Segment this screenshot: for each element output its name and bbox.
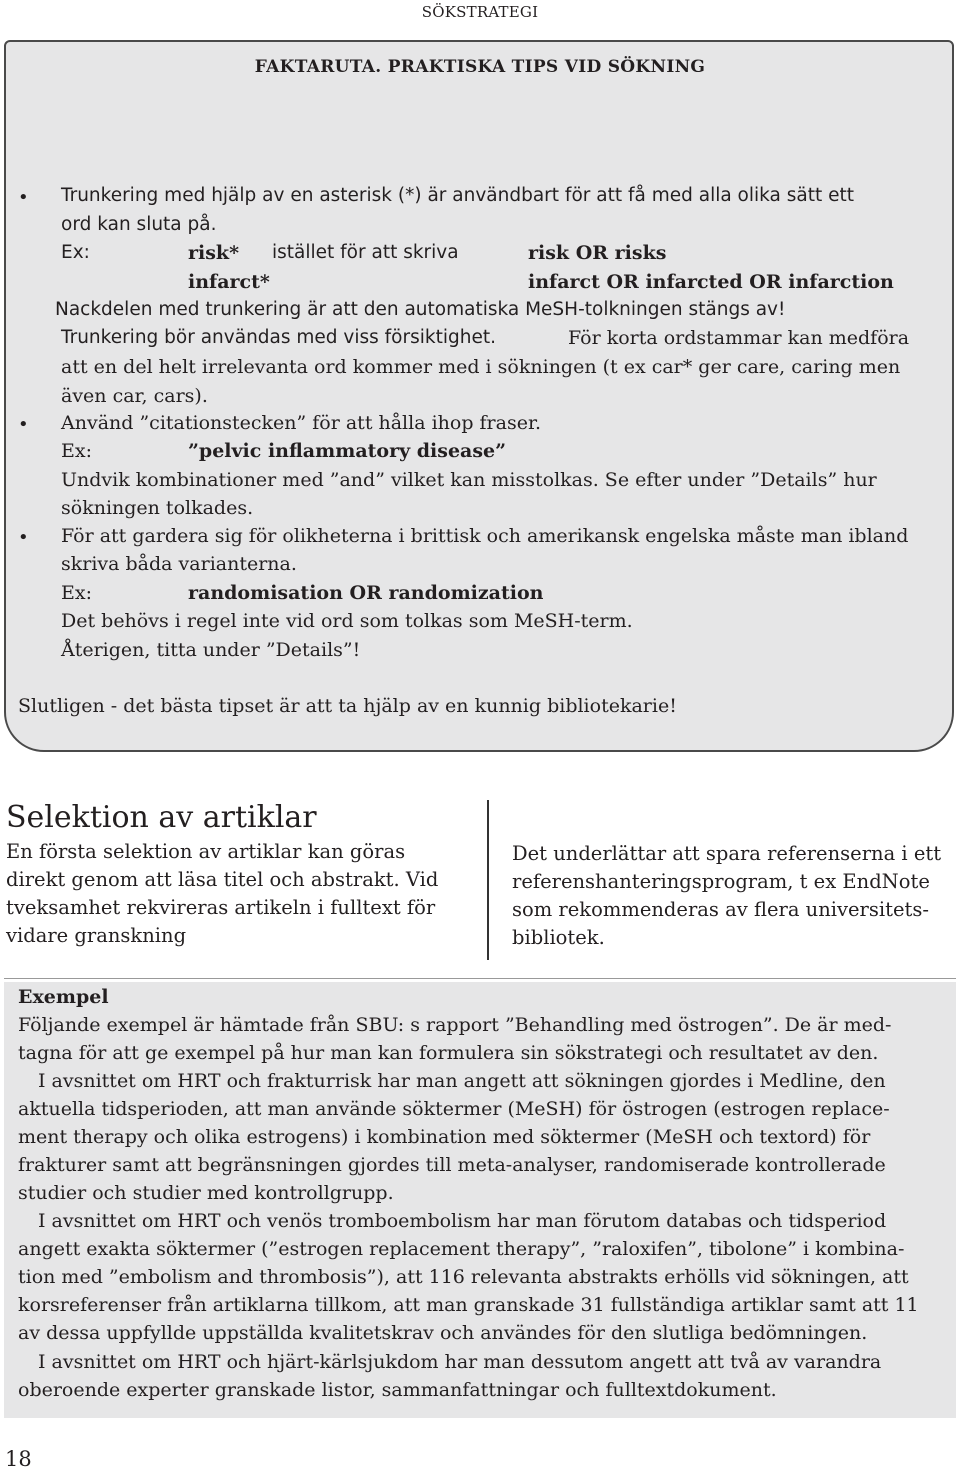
- quotes-line: Använd ”citationstecken” för att hålla ihop fraser.: [61, 412, 542, 434]
- mesh-not-needed: Det behövs i regel inte vid ord som tolkas som MeSH-term.: [61, 610, 633, 632]
- example-line: aktuella tidsperioden, att man använde söktermer (MeSH) för östrogen (estrogen replace-: [18, 1098, 890, 1120]
- short-stems-a: För korta ordstammar kan medföra: [568, 327, 910, 349]
- example-line: I avsnittet om HRT och hjärt-kärlsjukdom har man dessutom angett att två av varandra: [38, 1351, 882, 1373]
- selection-right-line: Det underlättar att spara referenserna i ett: [512, 842, 942, 865]
- ex1-term: risk*: [188, 242, 240, 264]
- ex-label: Ex:: [61, 582, 92, 604]
- spelling-line2: skriva båda varianterna.: [61, 553, 297, 575]
- caution-line: Trunkering bör användas med viss försiktighet.: [61, 327, 496, 348]
- selection-left-line: En första selektion av artiklar kan göras: [6, 840, 406, 863]
- selection-left-line: vidare granskning: [6, 924, 187, 947]
- bullet-icon: •: [18, 527, 29, 548]
- ex-spelling: randomisation OR randomization: [188, 582, 544, 604]
- example-line: I avsnittet om HRT och frakturrisk har man angett att sökningen gjordes i Medline, den: [38, 1070, 886, 1092]
- avoid-line: Undvik kombinationer med ”and” vilket kan misstolkas. Se efter under ”Details” hur: [61, 469, 877, 491]
- example-line: frakturer samt att begränsningen gjordes till meta-analyser, randomiserade kontrollerade: [18, 1154, 886, 1176]
- example-line: av dessa uppfyllde uppställda kvalitetskrav och användes för den slutliga bedömningen.: [18, 1322, 868, 1344]
- bullet-icon: •: [18, 187, 29, 208]
- divider: [4, 978, 956, 979]
- final-tip: Slutligen - det bästa tipset är att ta hjälp av en kunnig bibliotekarie!: [18, 695, 677, 717]
- selection-right-line: bibliotek.: [512, 926, 605, 949]
- section-title: Selektion av artiklar: [6, 800, 317, 835]
- column-divider: [487, 800, 489, 960]
- example-line: Följande exempel är hämtade från SBU: s rapport ”Behandling med östrogen”. De är med-: [18, 1014, 892, 1036]
- ex2-result: infarct OR infarcted OR infarction: [528, 271, 894, 293]
- short-stems-b: att en del helt irrelevanta ord kommer med i sökningen (t ex car* ger care, caring men: [61, 356, 901, 378]
- example-line: ment therapy och olika estrogens) i kombination med söktermer (MeSH och textord) för: [18, 1126, 871, 1148]
- example-line: tion med ”embolism and thrombosis”), att 116 relevanta abstrakts erhölls vid sökningen, att: [18, 1266, 909, 1288]
- trunc-line2: ord kan sluta på.: [61, 214, 217, 235]
- example-line: studier och studier med kontrollgrupp.: [18, 1182, 394, 1204]
- bullet-icon: •: [18, 414, 29, 435]
- running-header: SÖKSTRATEGI: [421, 3, 539, 21]
- selection-left-line: tveksamhet rekvireras artikeln i fulltext för: [6, 896, 436, 919]
- example-heading: Exempel: [18, 986, 109, 1008]
- example-line: I avsnittet om HRT och venös tromboembolism har man förutom databas och tidsperiod: [38, 1210, 887, 1232]
- example-line: tagna för att ge exempel på hur man kan formulera sin sökstrategi och resultatet av den.: [18, 1042, 879, 1064]
- example-line: oberoende experter granskade listor, sammanfattningar och fulltextdokument.: [18, 1379, 777, 1401]
- trunc-line1: Trunkering med hjälp av en asterisk (*) är användbart för att få med alla olika sätt ett: [61, 185, 855, 206]
- ex1-mid: istället för att skriva: [272, 242, 459, 263]
- ex-label: Ex:: [61, 242, 90, 263]
- ex-phrase: ”pelvic inflammatory disease”: [188, 440, 507, 462]
- mesh-line: Nackdelen med trunkering är att den automatiska MeSH-tolkningen stängs av!: [55, 299, 786, 320]
- fact-box-title: FAKTARUTA. PRAKTISKA TIPS VID SÖKNING: [254, 57, 706, 77]
- ex-label: Ex:: [61, 440, 92, 462]
- ex2-term: infarct*: [188, 271, 270, 293]
- selection-left-line: direkt genom att läsa titel och abstrakt. Vid: [6, 868, 439, 891]
- avoid-line2: sökningen tolkades.: [61, 497, 254, 519]
- short-stems-c: även car, cars).: [61, 385, 208, 407]
- selection-right-line: som rekommenderas av flera universitets-: [512, 898, 929, 921]
- example-line: angett exakta söktermer (”estrogen replacement therapy”, ”raloxifen”, tibolone” i kombina-: [18, 1238, 905, 1260]
- page-number: 18: [5, 1447, 32, 1471]
- ex1-result: risk OR risks: [528, 242, 667, 264]
- example-line: korsreferenser från artiklarna tillkom, att man granskade 31 fullständiga artiklar samt att 11: [18, 1294, 919, 1316]
- again-details: Återigen, titta under ”Details”!: [61, 639, 361, 661]
- spelling-line1: För att gardera sig för olikheterna i brittisk och amerikansk engelska måste man ibland: [61, 525, 909, 547]
- selection-right-line: referenshanteringsprogram, t ex EndNote: [512, 870, 930, 893]
